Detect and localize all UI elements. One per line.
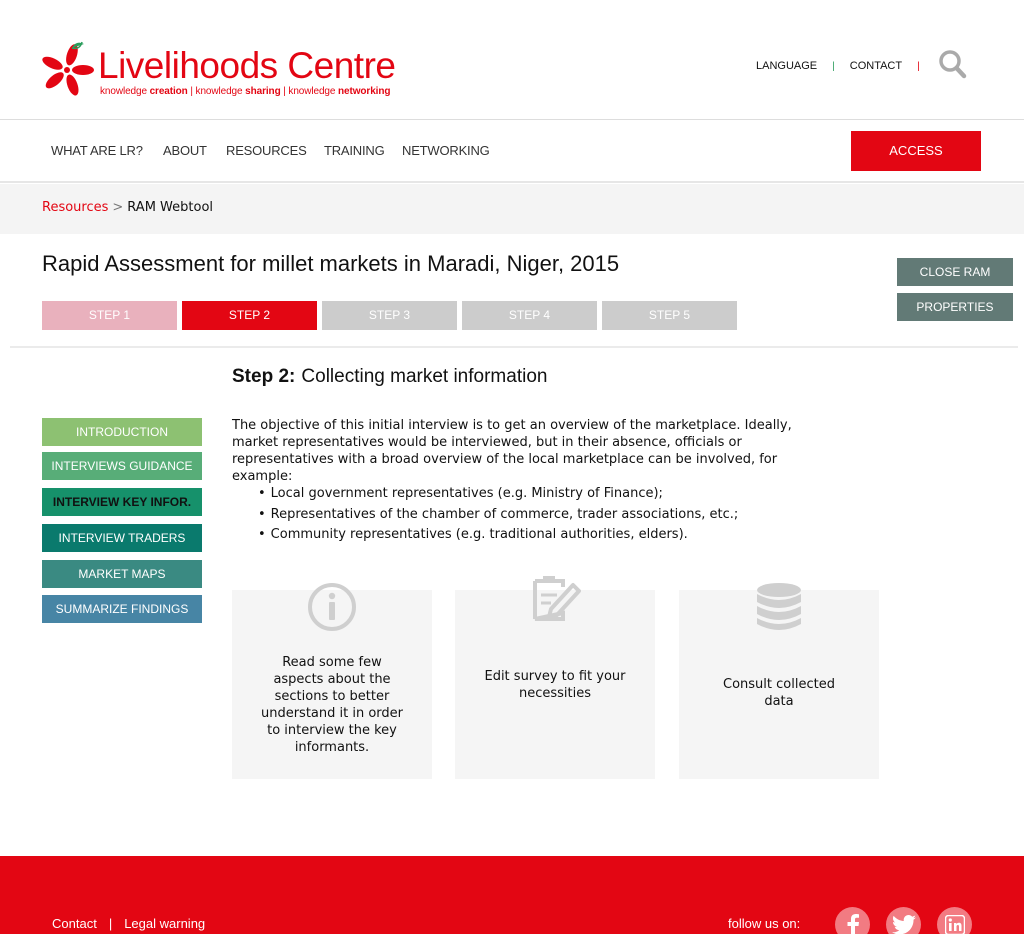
tagline-part: | knowledge	[280, 86, 339, 97]
menu-interviews-guidance[interactable]: INTERVIEWS GUIDANCE	[42, 452, 202, 480]
intro-paragraph: The objective of this initial interview is to get an overview of the marketplace. Ideally, market representatives would be interviewed, but in their absence, officials or representatives with a broad overview of the local marketplace can be involved, for example:	[232, 418, 792, 484]
breadcrumb-current: RAM Webtool	[127, 200, 214, 215]
tab-step-2[interactable]: STEP 2	[182, 301, 317, 330]
top-links	[756, 60, 935, 72]
linkedin-icon[interactable]	[937, 907, 972, 934]
nav-item-about[interactable]: ABOUT	[163, 143, 207, 158]
tagline-part: networking	[338, 86, 391, 97]
menu-market-maps[interactable]: MARKET MAPS	[42, 560, 202, 588]
site-header	[0, 0, 1024, 120]
menu-summarize-findings[interactable]: SUMMARIZE FINDINGS	[42, 595, 202, 623]
tab-step-4[interactable]: STEP 4	[462, 301, 597, 330]
nav-item-resources[interactable]: RESOURCES	[226, 143, 307, 158]
card-text: Consult collected data	[723, 677, 835, 709]
tab-step-3[interactable]: STEP 3	[322, 301, 457, 330]
card-edit-survey[interactable]	[455, 590, 655, 779]
footer-contact-link[interactable]: Contact	[52, 916, 97, 931]
contact-link[interactable]: CONTACT	[849, 60, 903, 72]
logo-flower-icon	[36, 40, 98, 102]
list-item: • Community representatives (e.g. traditional authorities, elders).	[258, 526, 738, 547]
info-icon	[307, 582, 357, 632]
site-footer	[0, 856, 1024, 934]
top-separator: |	[917, 61, 920, 72]
nav-item-what-are-lr[interactable]: WHAT ARE LR?	[51, 143, 143, 158]
breadcrumb	[42, 200, 213, 215]
site-logo[interactable]	[36, 40, 400, 102]
breadcrumb-resources[interactable]: Resources	[42, 200, 109, 215]
card-read-info[interactable]	[232, 590, 432, 779]
breadcrumb-separator: >	[112, 200, 124, 215]
follow-us-label: follow us on:	[728, 916, 801, 931]
footer-links	[52, 916, 205, 931]
footer-separator: |	[108, 916, 113, 931]
list-item: • Representatives of the chamber of commerce, trader associations, etc.;	[258, 506, 738, 527]
list-item: • Local government representatives (e.g. Ministry of Finance);	[258, 485, 738, 506]
step-heading	[232, 365, 547, 388]
tab-step-5[interactable]: STEP 5	[602, 301, 737, 330]
menu-introduction[interactable]: INTRODUCTION	[42, 418, 202, 446]
twitter-icon[interactable]	[886, 907, 921, 934]
language-link[interactable]: LANGUAGE	[756, 60, 818, 72]
twitter-glyph-icon	[892, 915, 916, 934]
tab-step-1[interactable]: STEP 1	[42, 301, 177, 330]
logo-tagline	[100, 86, 390, 97]
card-icon-wrap	[455, 573, 655, 623]
card-text: Read some few aspects about the sections to better understand it in order to interview the key informants.	[260, 655, 404, 755]
card-icon-wrap	[232, 582, 432, 632]
step-title: Collecting market information	[301, 366, 548, 387]
examples-list	[258, 485, 738, 547]
edit-icon	[529, 573, 581, 623]
facebook-glyph-icon	[845, 914, 861, 934]
close-ram-button[interactable]: CLOSE RAM	[897, 258, 1013, 286]
card-text: Edit survey to fit your necessities	[484, 669, 626, 701]
tagline-part: knowledge	[100, 86, 150, 97]
search-icon[interactable]	[938, 48, 968, 80]
step-label: Step 2:	[232, 366, 296, 387]
linkedin-glyph-icon	[945, 915, 965, 934]
properties-button[interactable]: PROPERTIES	[897, 293, 1013, 321]
top-separator: |	[832, 61, 835, 72]
page-title: Rapid Assessment for millet markets in Maradi, Niger, 2015	[42, 251, 620, 276]
card-icon-wrap	[679, 581, 879, 633]
footer-legal-link[interactable]: Legal warning	[124, 916, 206, 931]
logo-wordmark	[98, 46, 395, 86]
nav-item-training[interactable]: TRAINING	[324, 143, 385, 158]
logo-secondary: lihoods Centre	[163, 45, 396, 86]
card-consult-data[interactable]	[679, 590, 879, 779]
tagline-part: | knowledge	[187, 86, 246, 97]
nav-item-networking[interactable]: NETWORKING	[402, 143, 490, 158]
main-nav	[0, 121, 1024, 183]
breadcrumb-bar	[0, 184, 1024, 234]
tagline-part: creation	[149, 86, 188, 97]
tagline-part: sharing	[245, 86, 281, 97]
access-button[interactable]: ACCESS	[851, 131, 981, 171]
database-icon	[755, 581, 803, 633]
menu-interview-key-informants[interactable]: INTERVIEW KEY INFOR.	[42, 488, 202, 516]
facebook-icon[interactable]	[835, 907, 870, 934]
section-divider	[10, 346, 1018, 348]
logo-primary: Live	[98, 45, 164, 86]
menu-interview-traders[interactable]: INTERVIEW TRADERS	[42, 524, 202, 552]
